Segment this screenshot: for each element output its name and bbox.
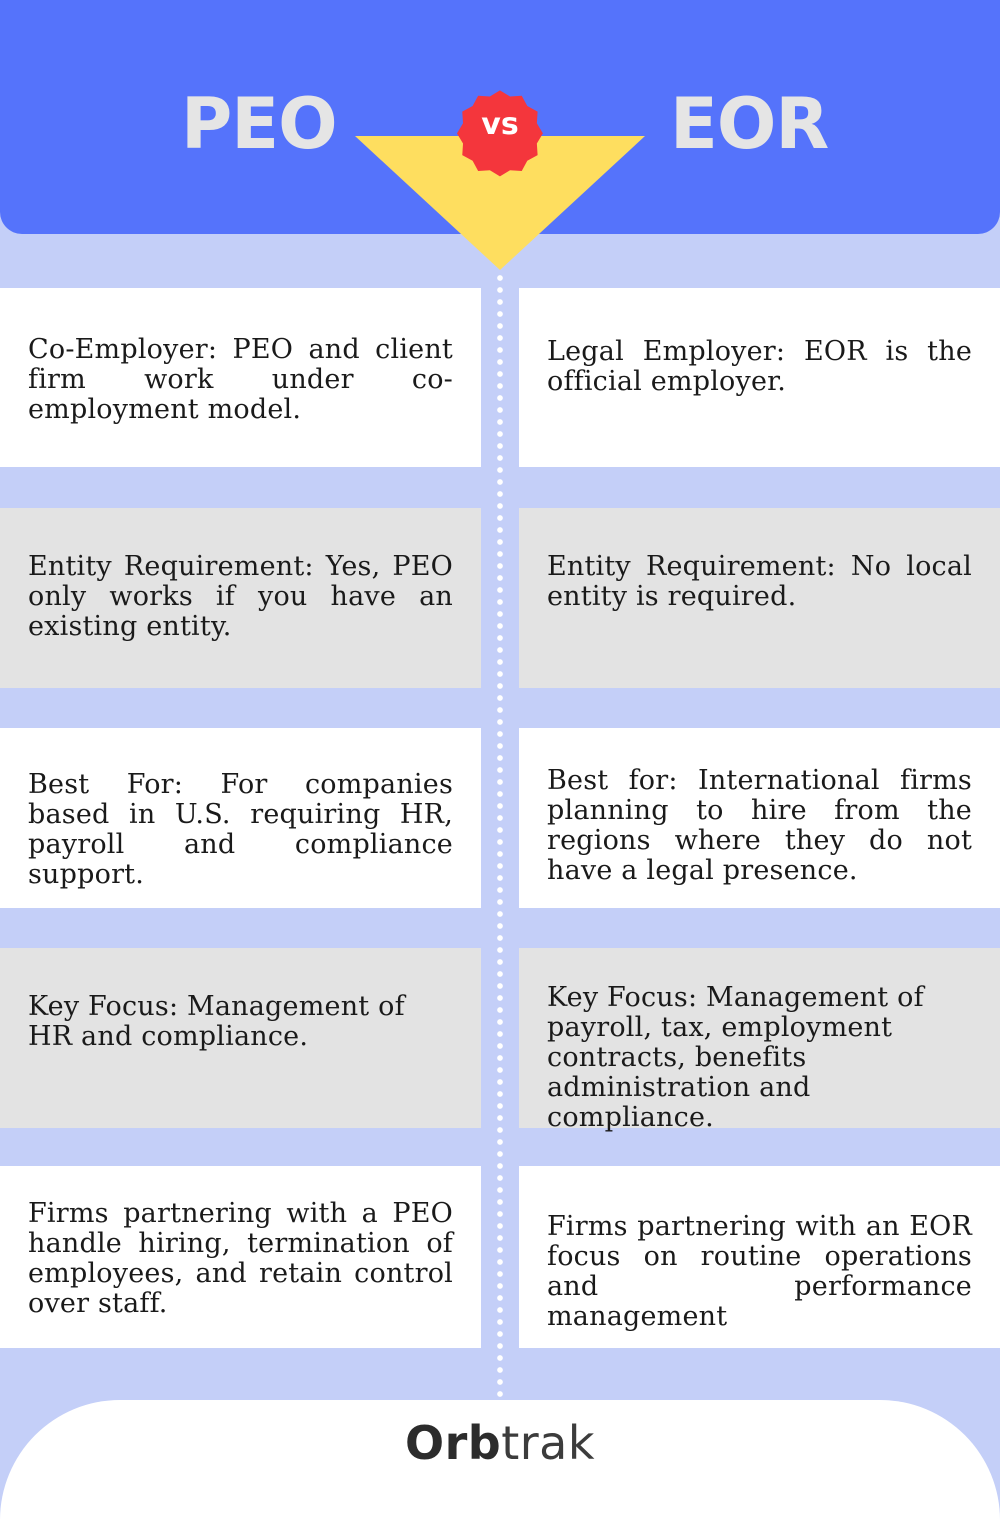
peo-entity-box: Entity Requirement: Yes, PEO only works if you have an existing entity.	[0, 508, 481, 688]
peo-control-box: Firms partnering with a PEO handle hiring, termination of employees, and retain control over staff.	[0, 1166, 481, 1348]
peo-employer-box: Co-Employer: PEO and client firm work under co-employment model.	[0, 288, 481, 467]
brand-bold-text: Orb	[405, 1416, 502, 1470]
brand-light-text: trak	[501, 1416, 595, 1470]
dotted-divider	[497, 272, 503, 1400]
brand-logo	[0, 1414, 1000, 1472]
vs-badge	[446, 70, 554, 178]
eor-best-for-box: Best for: International firms planning to hire from the regions where they do not have a legal presence.	[519, 728, 1000, 908]
eor-employer-box: Legal Employer: EOR is the official employer.	[519, 288, 1000, 467]
vs-label: vs	[481, 107, 519, 142]
peo-best-for-box: Best For: For companies based in U.S. requiring HR, payroll and compliance support.	[0, 728, 481, 908]
eor-title: EOR	[670, 83, 829, 165]
eor-entity-box: Entity Requirement: No local entity is required.	[519, 508, 1000, 688]
peo-key-focus-box: Key Focus: Management of HR and compliance.	[0, 948, 481, 1128]
eor-operations-box: Firms partnering with an EOR focus on routine operations and performance management	[519, 1166, 1000, 1348]
peo-title: PEO	[181, 83, 337, 165]
eor-key-focus-box: Key Focus: Management of payroll, tax, employment contracts, benefits administration and compliance.	[519, 948, 1000, 1128]
